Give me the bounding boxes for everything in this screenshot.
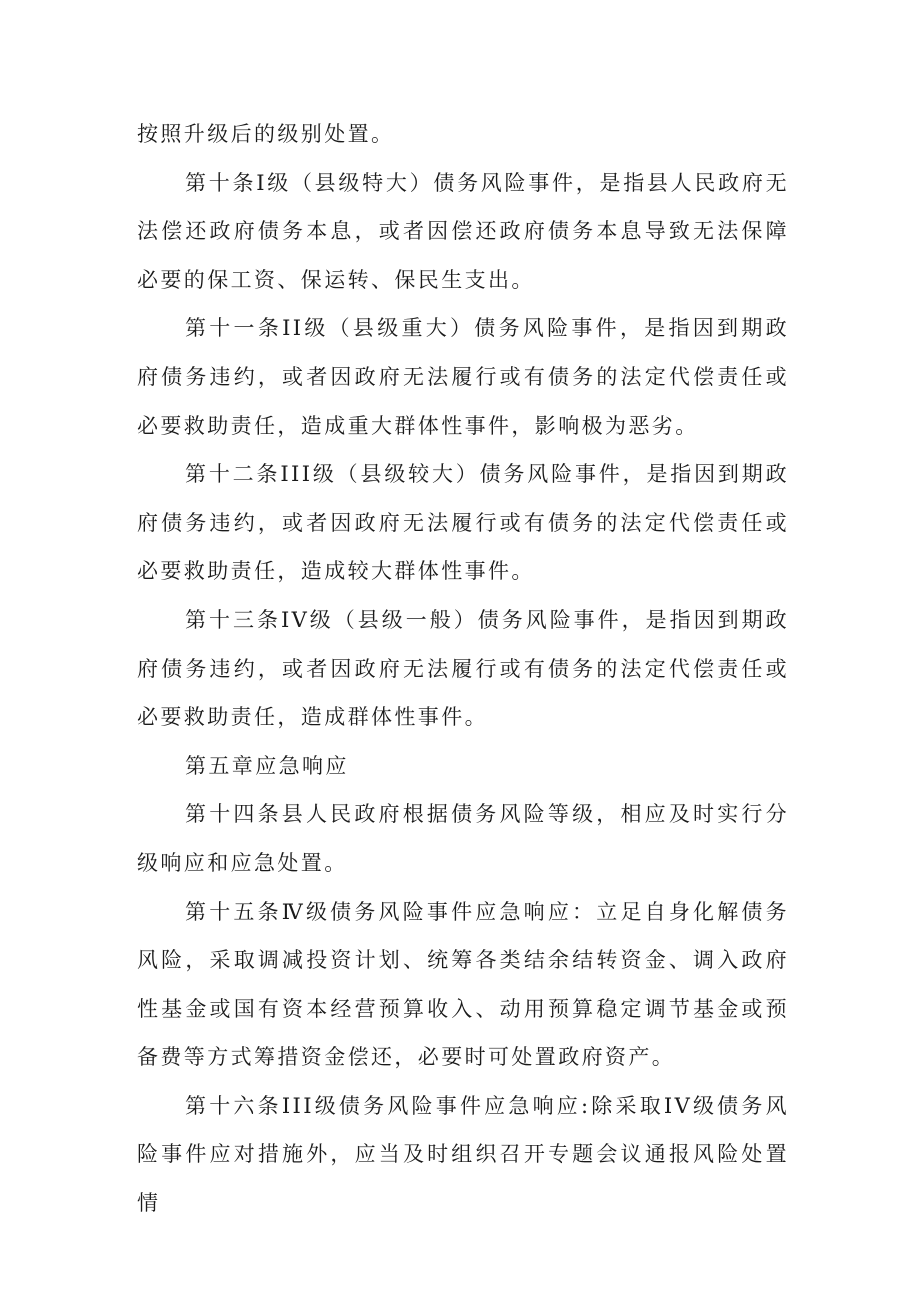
- paragraph-article-10: 第十条Ⅰ级（县级特大）债务风险事件，是指县人民政府无法偿还政府债务本息，或者因偿还政府债务本息导致无法保障必要的保工资、保运转、保民生支出。: [137, 170, 789, 292]
- chapter-heading: 第五章应急响应: [185, 753, 349, 778]
- paragraph-article-13: 第十三条IV级（县级一般）债务风险事件，是指因到期政府债务违约，或者因政府无法履行或有债务的法定代偿责任或必要救助责任，造成群体性事件。: [137, 607, 789, 730]
- paragraph-article-14: 第十四条县人民政府根据债务风险等级，相应及时实行分级响应和应急处置。: [137, 802, 789, 875]
- paragraph-continuation: 按照升级后的级别处置。: [137, 122, 395, 146]
- paragraph-article-15: 第十五条Ⅳ级债务风险事件应急响应：立足自身化解债务风险，采取调减投资计划、统筹各类结余结转资金、调入政府性基金或国有资本经营预算收入、动用预算稳定调节基金或预备费等方式筹措资金偿还，必要时可处置政府资产。: [137, 899, 789, 1070]
- document-body: [137, 110, 789, 1228]
- paragraph-article-16: 第十六条III级债务风险事件应急响应:除采取IV级债务风险事件应对措施外，应当及时组织召开专题会议通报风险处置情: [137, 1093, 789, 1216]
- paragraph-article-12: 第十二条III级（县级较大）债务风险事件，是指因到期政府债务违约，或者因政府无法履行或有债务的法定代偿责任或必要救助责任，造成较大群体性事件。: [137, 462, 789, 584]
- paragraph-article-11: 第十一条II级（县级重大）债务风险事件，是指因到期政府债务违约，或者因政府无法履行或有债务的法定代偿责任或必要救助责任，造成重大群体性事件，影响极为恶劣。: [137, 316, 789, 438]
